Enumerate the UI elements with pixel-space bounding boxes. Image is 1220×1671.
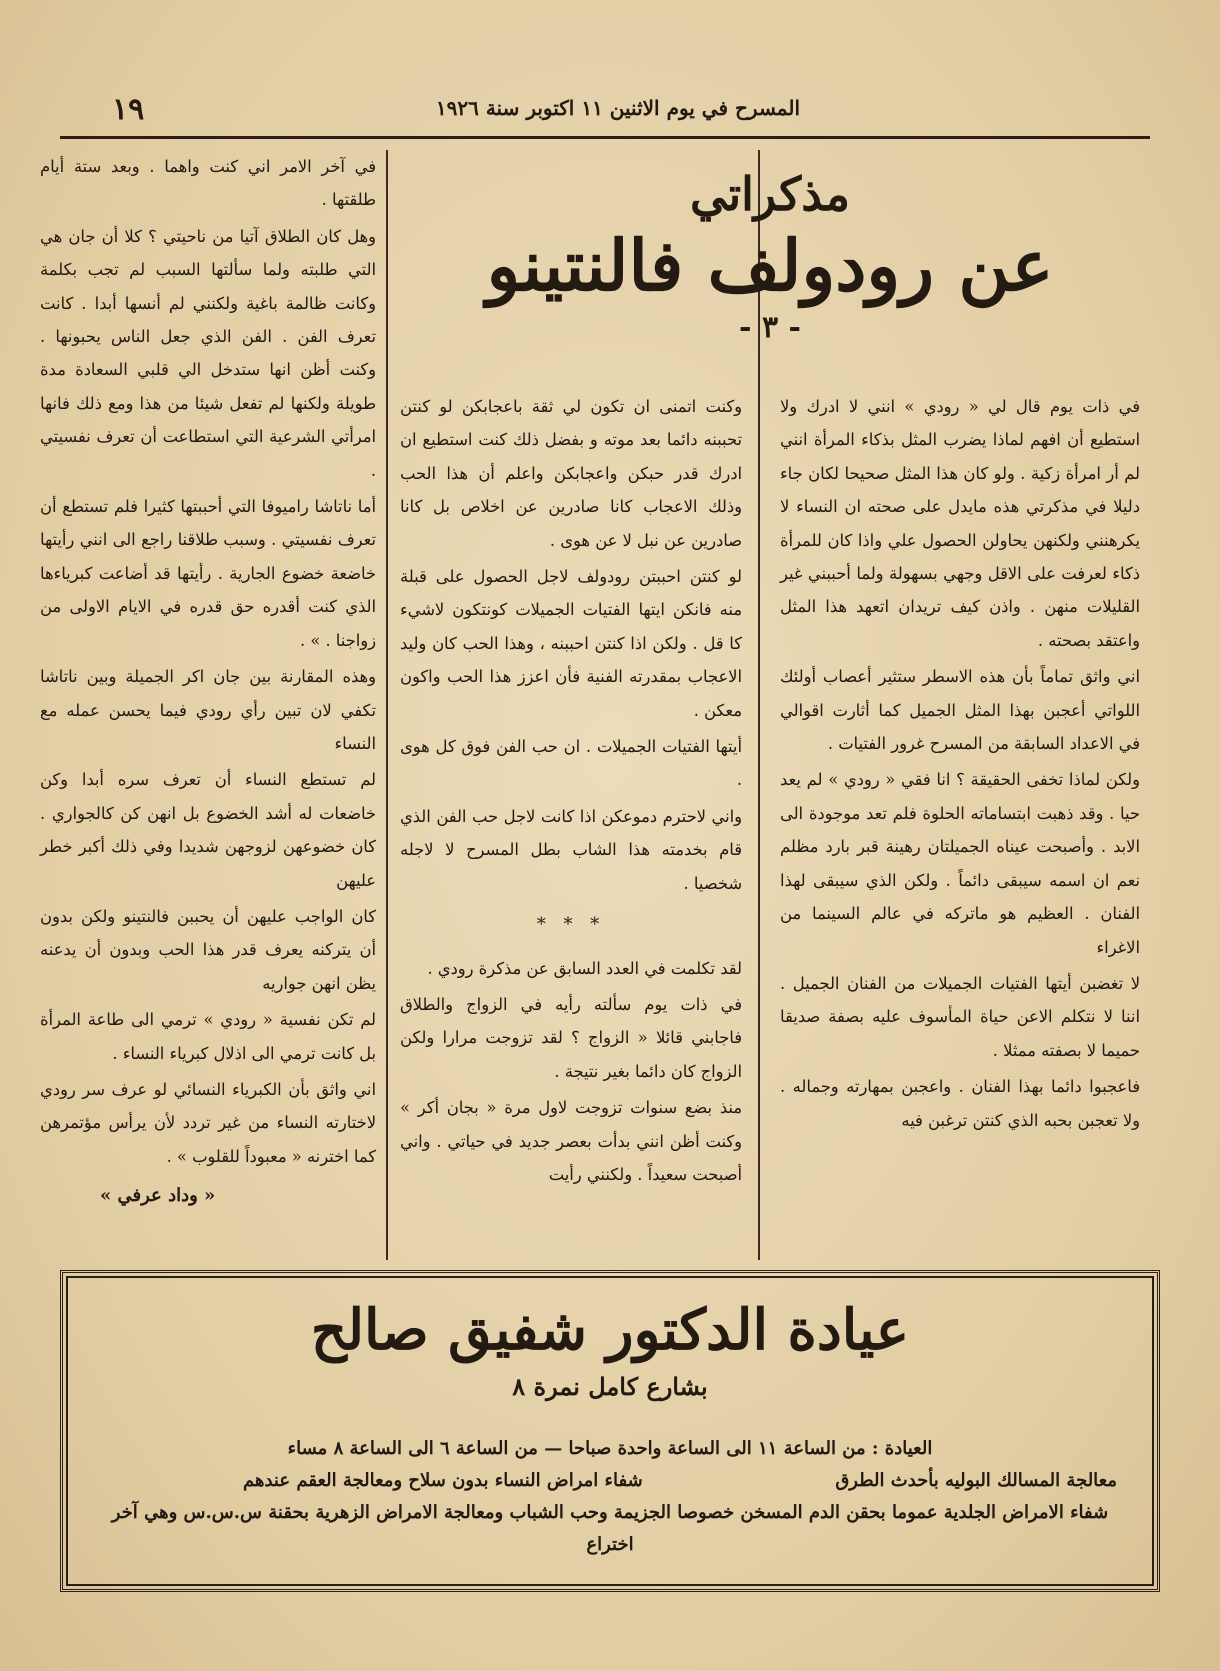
paragraph: في ذات يوم سألته رأيه في الزواج والطلاق فاجابني قائلا « الزواج ؟ لقد تزوجت مرارا ولكن الزواج كان دائما بغير نتيجة . [400, 994, 742, 1081]
article-title-line2: عن رودولف فالنتينو [486, 224, 1054, 307]
paragraph: في ذات يوم قال لي « رودي » انني لا ادرك ولا استطيع أن افهم لماذا يضرب المثل بذكاء المرأة انني لم أر امرأة زكية . ولو كان هذا المثل صحيحا لكان جاء دليلا في مذكرتي هذه مايدل على صحته ان النساء لا يكرهنني ولكنهن يحاولن الحصول علي واذا كان للمرأة ذكاء لعرفت على الاقل وجهي بسهولة ولما أحببني غير القليلات منهن . واذن كيف تريدان اتعهد هذا المثل واعتقد بصحته . [780, 397, 1140, 650]
paragraph: أما ناتاشا راميوفا التي أحببتها كثيرا فلم تستطع أن تعرف نفسيتي . وسبب طلاقنا راجع الى انني رأيتها خاضعة خضوع الجارية . رأيتها قد أضاعت كبرياءها الذي كنت أقدره حق قدره في الايام الاولى من زواجنا . » . [40, 497, 376, 650]
paragraph: لم تستطع النساء أن تعرف سره أبدا وكن خاضعات له أشد الخضوع بل انهن كن كالجواري . كان خضوعهن لزوجهن شديدا وفي ذلك أكبر خطر عليهن [40, 770, 376, 890]
paragraph: في آخر الامر اني كنت واهما . وبعد ستة أيام طلقتها . [40, 157, 376, 210]
author-signature: « وداد عرفي » [100, 1185, 216, 1207]
page-number: ١٩ [112, 92, 145, 127]
article-column-left [40, 150, 376, 1213]
paragraph: وهل كان الطلاق آتيا من ناحيتي ؟ كلا أن جان هي التي طلبته ولما سألتها السبب لم تجب بكلمة وكانت ظالمة باغية ولكنني لم أنسها أبدا . كانت تعرف الفن . الفن الذي جعل الناس يحبونها . وكنت أظن انها ستدخل الي قلبي السعادة مدة طويلة ولكنها لم تفعل شيئا من هذا ومع ذلك فانها امرأتي الشرعية التي استطاعت أن تعرف نفسيتي . [40, 226, 376, 480]
page-header [60, 92, 1150, 139]
paragraph: منذ بضع سنوات تزوجت لاول مرة « بجان أكر » وكنت أظن انني بدأت بعصر جديد في حياتي . واني أصبحت سعيداً . ولكنني رأيت [400, 1098, 742, 1184]
paragraph: أيتها الفتيات الجميلات . ان حب الفن فوق كل هوى . [400, 737, 742, 790]
article-title-line1: مذكراتي [690, 167, 850, 221]
paragraph: كان الواجب عليهن أن يحببن فالنتينو ولكن بدون أن يتركنه يعرف قدر هذا الحب وبدون أن يدعنه يظن انهن جواريه [40, 906, 376, 993]
running-head: المسرح في يوم الاثنين ١١ اكتوبر سنة ١٩٢٦ [435, 96, 800, 120]
paragraph: لقد تكلمت في العدد السابق عن مذكرة رودي . [427, 958, 742, 978]
paragraph: اني واثق تماماً بأن هذه الاسطر ستثير أعصاب أولئك اللواتي أعجبن بهذا المثل الجميل كما أثارت اقوالي في الاعداد السابقة من المسرح غرور الفتيات . [780, 667, 1140, 754]
clinic-advertisement [60, 1270, 1160, 1592]
section-separator: * * * [536, 914, 606, 936]
ad-services-row [63, 1465, 1157, 1497]
paragraph: فاعجبوا دائما بهذا الفنان . واعجبن بمهارته وجماله . ولا تعجبن بحبه الذي كنتن ترغبن فيه [780, 1077, 1140, 1130]
paragraph: واني لاحترم دموعكن اذا كانت لاجل حب الفن الذي قام بخدمته هذا الشاب بطل المسرح لا لاجله شخصيا . [400, 806, 742, 893]
paragraph: اني واثق بأن الكبرياء النسائي لو عرف سر رودي لاختارته النساء من غير تردد لأن يرأس مؤتمرهن كما اخترنه « معبوداً للقلوب » . [40, 1079, 376, 1166]
column-divider [386, 150, 388, 1260]
paragraph: وهذه المقارنة بين جان اكر الجميلة وبين ناتاشا تكفي لان تبين رأي رودي فيما يحسن عمله مع النساء [40, 667, 376, 753]
article-part-number: - ٣ - [739, 310, 801, 345]
article-column-right [780, 390, 1140, 1140]
paragraph: وكنت اتمنى ان تكون لي ثقة باعجابكن لو كنتن تحببنه دائما بعد موته و بفضل ذلك كنت استطيع ان ادرك قدر حبكن واعجابكن واعلم أن هذا الحب وذلك الاعجاب كانا صادرين عن اخلاص بل كانا صادرين عن نبل لا عن هوى . [400, 397, 742, 550]
ad-hours: العيادة : من الساعة ١١ الى الساعة واحدة صباحا — من الساعة ٦ الى الساعة ٨ مساء [287, 1438, 933, 1459]
ad-address: بشارع كامل نمرة ٨ [512, 1372, 708, 1401]
ad-service: معالجة المسالك البوليه بأحدث الطرق [835, 1470, 1117, 1491]
article-title-block [400, 150, 1140, 375]
article-column-middle [400, 390, 742, 1194]
paragraph: ولكن لماذا تخفى الحقيقة ؟ انا فقي « رودي » لم يعد حيا . وقد ذهبت ابتساماته الحلوة فلم تعد موجودة الى الابد . وأصبحت عيناه الجميلتان رهينة قبر بارد مظلم نعم ان اسمه سيبقى دائماً . ولكن الذي سيبقى لهذا الفنان . العظيم هو ماتركه في عالم السينما من الاغراء [780, 770, 1140, 957]
paragraph: لا تغضبن أيتها الفتيات الجميلات من الفنان الجميل . اننا لا نتكلم الاعن حياة المأسوف عليه بصفة صديقا حميما لا بصفته ممثلا . [780, 973, 1140, 1060]
paragraph: لو كنتن احببتن رودولف لاجل الحصول على قبلة منه فانكن ايتها الفتيات الجميلات كونتكون لاشيء كا قل . ولكن اذا كنتن احببنه ، وهذا الحب كان وليد الاعجاب بمقدرته الفنية فأن اعزز هذا الحب واكون معكن . [400, 567, 742, 720]
ad-service: شفاء امراض النساء بدون سلاح ومعالجة العقم عندهم [243, 1470, 643, 1491]
paragraph: لم تكن نفسية « رودي » ترمي الى طاعة المرأة بل كانت ترمي الى اذلال كبرياء النساء . [40, 1010, 376, 1063]
ad-title: عيادة الدكتور شفيق صالح [310, 1297, 910, 1363]
ad-service: شفاء الامراض الجلدية عموما بحقن الدم المسخن خصوصا الجزيمة وحب الشباب ومعالجة الامراض الزهرية بحقنة س.س.س وهي آخر اختراع [111, 1502, 1109, 1555]
